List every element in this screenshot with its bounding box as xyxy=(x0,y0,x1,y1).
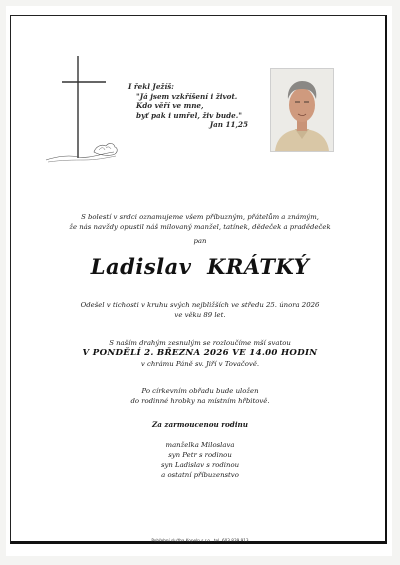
deceased-name xyxy=(20,254,380,279)
verse-line: byť pak i umřel, živ bude." xyxy=(136,110,242,120)
burial-line: do rodinné hrobky na místním hřbitově. xyxy=(130,397,270,405)
pan-label: pan xyxy=(193,237,207,245)
bible-verse xyxy=(128,82,268,130)
family-member: syn Ladislav s rodinou xyxy=(160,461,240,469)
farewell-intro: S naším drahým zesnulým se rozloučíme mší svatou xyxy=(109,339,291,347)
verse-reference: Jan 11,25 xyxy=(209,120,248,130)
cross-icon xyxy=(44,56,120,166)
burial-info xyxy=(20,386,380,406)
deceased-last-name: KRÁTKÝ xyxy=(207,254,310,279)
announcement xyxy=(20,212,380,232)
family-member: manželka Miloslava xyxy=(165,441,235,449)
farewell-datetime: V PONDĚLÍ 2. BŘEZNA 2026 VE 14.00 HODIN xyxy=(82,348,318,358)
announcement-line: že nás navždy opustil náš milovaný manžel, tatínek, dědeček a pradědeček xyxy=(69,223,331,231)
family-member: syn Petr s rodinou xyxy=(168,451,232,459)
passing-line: ve věku 89 let. xyxy=(174,311,226,319)
family-member: a ostatní příbuzenstvo xyxy=(161,471,239,479)
funeral-service-footer: Pohřební služba Kopeln s.r.o., tel. 603 839 913 xyxy=(151,538,249,543)
portrait-photo xyxy=(270,68,334,152)
family-list xyxy=(20,440,380,480)
verse-line: Kdo věří ve mne, xyxy=(136,101,204,111)
deceased-first-name: Ladislav xyxy=(90,254,192,279)
burial-line: Po církevním obřadu bude uložen xyxy=(141,387,259,395)
farewell-info xyxy=(20,338,380,369)
family-heading: Za zarmoucenou rodinu xyxy=(151,420,249,429)
verse-line: "Já jsem vzkříšení i život. xyxy=(136,91,238,101)
passing-line: Odešel v tichosti v kruhu svých nejbližších ve středu 25. února 2026 xyxy=(80,301,320,309)
announcement-line: S bolestí v srdci oznamujeme všem příbuzným, přátelům a známým, xyxy=(81,213,319,221)
verse-intro: I řekl Ježíš: xyxy=(128,82,174,91)
farewell-place: v chrámu Páně sv. Jiří v Tovačově. xyxy=(140,360,260,368)
passing-info xyxy=(20,300,380,320)
